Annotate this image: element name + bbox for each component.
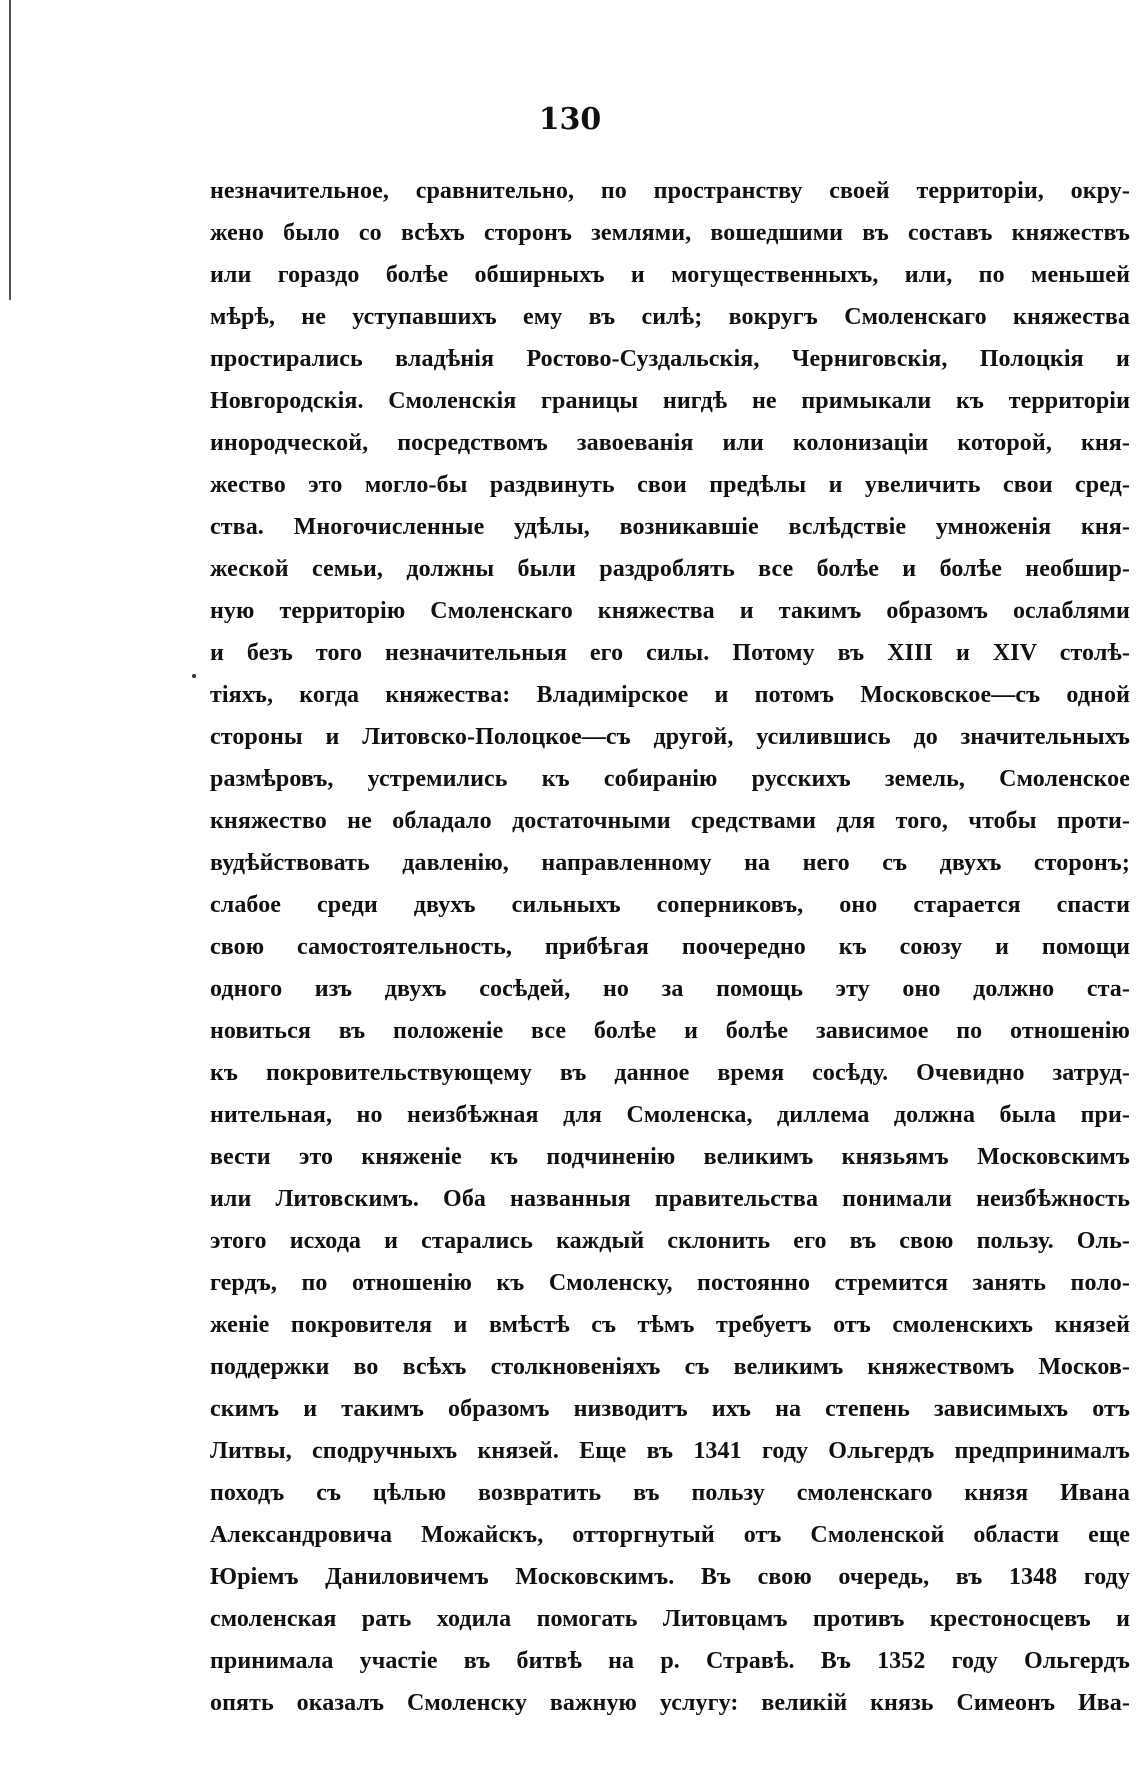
text-line: свою самостоятельность, прибѣгая поочередно къ союзу и помощи <box>210 934 1130 960</box>
text-line: скимъ и такимъ образомъ низводитъ ихъ на степень зависимыхъ отъ <box>210 1396 1130 1422</box>
text-line: и безъ того незначительныя его силы. Потому въ XIII и XIV столѣ- <box>210 640 1130 666</box>
text-line: Юріемъ Даниловичемъ Московскимъ. Въ свою очередь, въ 1348 году <box>210 1564 1130 1590</box>
text-line: размѣровъ, устремились къ собиранію русскихъ земель, Смоленское <box>210 766 1130 792</box>
text-line: или Литовскимъ. Оба названныя правительства понимали неизбѣжность <box>210 1186 1130 1212</box>
text-line: простирались владѣнія Ростово-Суздальскія, Черниговскія, Полоцкія и <box>210 346 1130 372</box>
text-line: женіе покровителя и вмѣстѣ съ тѣмъ требуетъ отъ смоленскихъ князей <box>210 1312 1130 1338</box>
text-line: гердъ, по отношенію къ Смоленску, постоянно стремится занять поло- <box>210 1270 1130 1296</box>
text-line: одного изъ двухъ сосѣдей, но за помощь эту оно должно ста- <box>210 976 1130 1002</box>
text-line: ную территорію Смоленскаго княжества и такимъ образомъ ослаблями <box>210 598 1130 624</box>
text-line: смоленская рать ходила помогать Литовцамъ противъ крестоносцевъ и <box>210 1606 1130 1632</box>
text-line: инородческой, посредствомъ завоеванія или колонизаціи которой, кня- <box>210 430 1130 456</box>
page-edge-line <box>9 0 11 300</box>
text-line: незначительное, сравнительно, по пространству своей территоріи, окру- <box>210 178 1130 204</box>
text-line: принимала участіе въ битвѣ на р. Стравѣ. Въ 1352 году Ольгердъ <box>210 1648 1130 1674</box>
text-line: жество это могло-бы раздвинуть свои предѣлы и увеличить свои сред- <box>210 472 1130 498</box>
text-line: къ покровительствующему въ данное время сосѣду. Очевидно затруд- <box>210 1060 1130 1086</box>
text-line: княжество не обладало достаточными средствами для того, чтобы проти- <box>210 808 1130 834</box>
text-line: походъ съ цѣлью возвратить въ пользу смоленскаго князя Ивана <box>210 1480 1130 1506</box>
page-number: 130 <box>538 102 602 137</box>
text-line: слабое среди двухъ сильныхъ соперниковъ, оно старается спасти <box>210 892 1130 918</box>
text-line: нительная, но неизбѣжная для Смоленска, диллема должна была при- <box>210 1102 1130 1128</box>
text-line: вести это княженіе къ подчиненію великимъ князьямъ Московскимъ <box>210 1144 1130 1170</box>
text-line: ства. Многочисленные удѣлы, возникавшіе вслѣдствіе умноженія кня- <box>210 514 1130 540</box>
body-text <box>210 170 1130 1724</box>
text-line: жено было со всѣхъ сторонъ землями, вошедшими въ составъ княжествъ <box>210 220 1130 246</box>
text-line: Новгородскія. Смоленскія границы нигдѣ не примыкали къ территоріи <box>210 388 1130 414</box>
text-line: новиться въ положеніе все болѣе и болѣе зависимое по отношенію <box>210 1018 1130 1044</box>
text-line: Литвы, сподручныхъ князей. Еще въ 1341 году Ольгердъ предпринималъ <box>210 1438 1130 1464</box>
text-line: поддержки во всѣхъ столкновеніяхъ съ великимъ княжествомъ Москов- <box>210 1354 1130 1380</box>
text-line: или гораздо болѣе обширныхъ и могущественныхъ, или, по меньшей <box>210 262 1130 288</box>
scan-speck <box>192 674 196 678</box>
text-line: вудѣйствовать давленію, направленному на него съ двухъ сторонъ; <box>210 850 1130 876</box>
text-line: стороны и Литовско-Полоцкое—съ другой, усилившись до значительныхъ <box>210 724 1130 750</box>
text-line: Александровича Можайскъ, отторгнутый отъ Смоленской области еще <box>210 1522 1130 1548</box>
text-line: тіяхъ, когда княжества: Владимірское и потомъ Московское—съ одной <box>210 682 1130 708</box>
text-line: мѣрѣ, не уступавшихъ ему въ силѣ; вокругъ Смоленскаго княжества <box>210 304 1130 330</box>
text-line: жеской семьи, должны были раздроблять все болѣе и болѣе необшир- <box>210 556 1130 582</box>
text-line: этого исхода и старались каждый склонить его въ свою пользу. Оль- <box>210 1228 1130 1254</box>
text-line: опять оказалъ Смоленску важную услугу: великій князь Симеонъ Ива- <box>210 1690 1130 1716</box>
